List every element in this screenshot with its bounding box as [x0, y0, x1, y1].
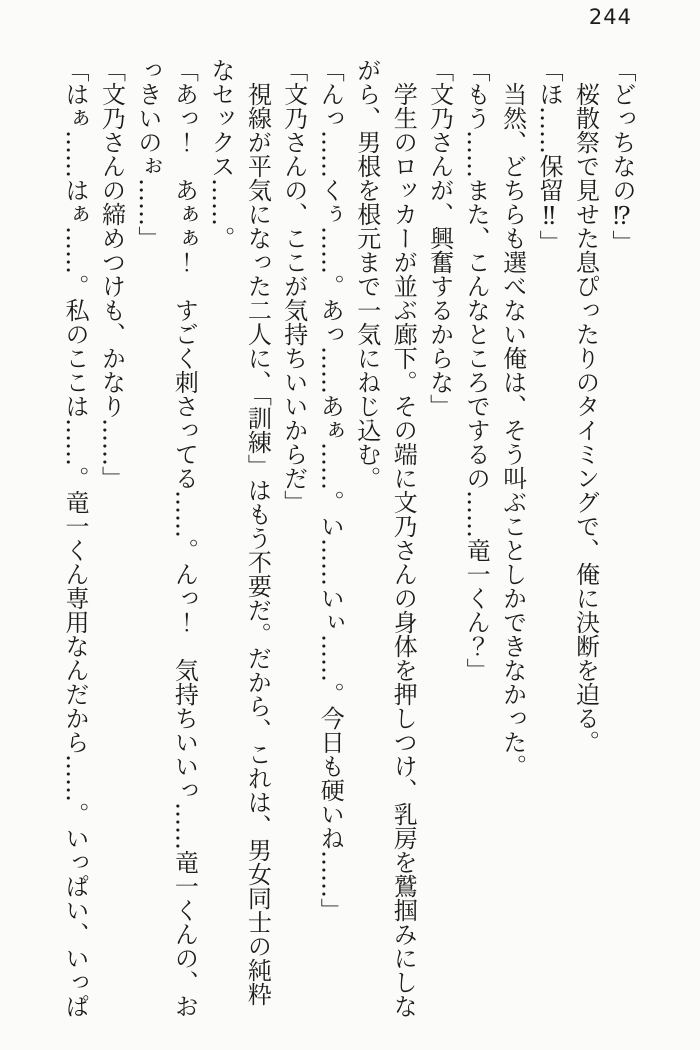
dialogue-line: 「文乃さんが、興奮するからな」	[425, 58, 454, 418]
dialogue-line: 「ほ……保留‼」	[535, 58, 564, 254]
dialogue-line: 「文乃さんの締めつけも、かなり……」	[97, 58, 126, 490]
dialogue-line: 「あっ！ あぁぁ！ すごく刺さってる……。んっ！ 気持ちいいっ……竜一くんの、おっきいのぉ……」	[133, 58, 199, 1018]
vertical-text-body	[56, 58, 640, 1026]
page-number: 244	[588, 5, 632, 29]
dialogue-line: 「はぁ……はぁ……。私のここは……。竜一くん専用なんだから……。いっぱい、いっぱ	[60, 58, 89, 1018]
narrative-line: 視線が平気になった二人に、「訓練」はもう不要だ。だから、これは、男女同士の純粋なセックス……。	[206, 58, 272, 1006]
narrative-line: 桜散祭で見せた息ぴったりのタイミングで、俺に決断を迫る。	[571, 82, 600, 754]
dialogue-line: 「もう……また、こんなところでするの……竜一くん？」	[462, 58, 491, 682]
narrative-line: 学生のロッカーが並ぶ廊下。その端に文乃さんの身体を押しつけ、乳房を鷲掴みにしながら、男根を根元まで一気にねじ込む。	[352, 58, 418, 1018]
dialogue-line: 「んっ……くぅ……。あっ……あぁ……。い……いぃ……。今日も硬いね……」	[316, 58, 345, 922]
dialogue-line: 「文乃さんの、ここが気持ちいいからだ」	[279, 58, 308, 514]
dialogue-line: 「どっちなの⁉」	[608, 58, 636, 254]
narrative-line: 当然、どちらも選べない俺は、そう叫ぶことしかできなかった。	[498, 82, 527, 778]
